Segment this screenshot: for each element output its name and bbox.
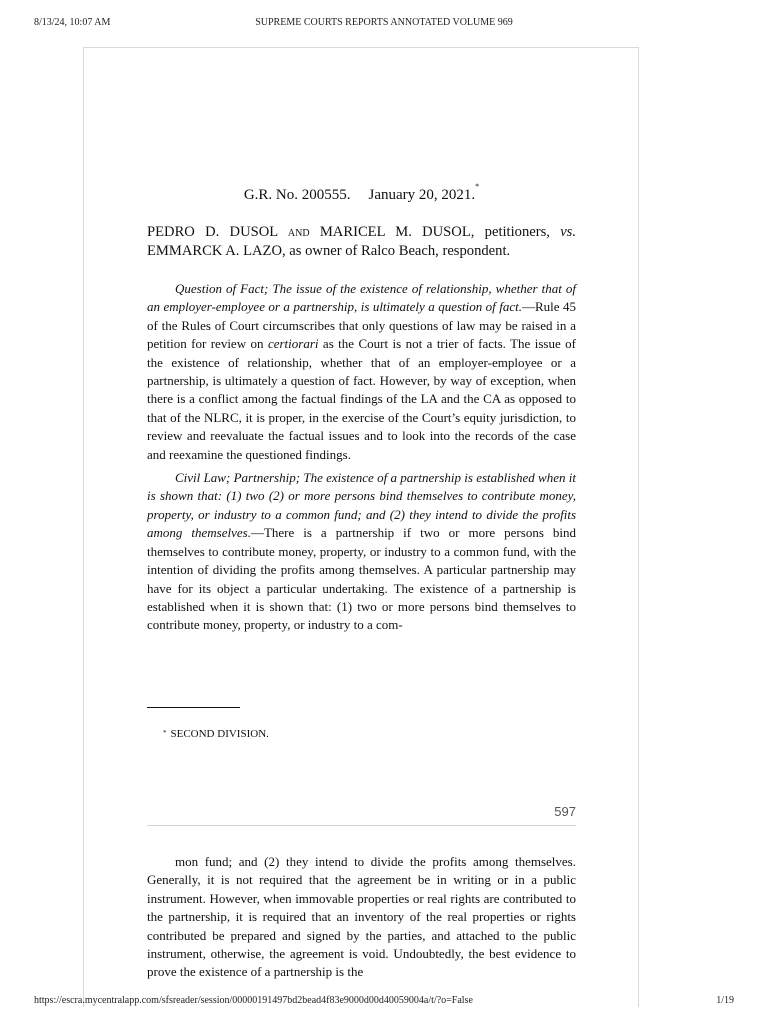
syllabus-heading-1: Question of Fact; The issue of the existence of relationship, whether that of an employer-employee or a partnership, is ultimately a question of fact. <box>147 281 576 315</box>
footnote <box>163 728 269 740</box>
italic-term: certiorari <box>267 336 319 352</box>
footnote-divider <box>147 707 240 708</box>
syllabus-heading-2: Civil Law; Partnership; The existence of a partnership is established when it is shown that: (1) two (2) or more persons bind themselves to contribute money, property, or industry to a common fund; and (2) they intend to divide the profits among themselves. <box>147 470 576 541</box>
continuation-paragraph: mon fund; and (2) they intend to divide the profits among themselves. Generally, it is not required that the agreement be in writing or in a public instrument. However, when immovable properties or real rights are contributed to the partnership, it is required that an inventory of the real properties or rights contributed be prepared and signed by the parties, and attached to the public instrument, otherwise, the agreement is void. Undoubtedly, the best evidence to prove the existence of a partnership is the <box>147 854 576 980</box>
petitioners-names: PEDRO D. DUSOL and MARICEL M. DUSOL <box>147 224 471 240</box>
case-date: January 20, 2021. <box>368 187 476 203</box>
syllabus-paragraph-2: Civil Law; Partnership; The existence of a partnership is established when it is shown that: (1) two (2) or more persons bind themselves to contribute money, property, or industry to a common fund; and (2) they intend to divide the profits among themselves.—There is a partnership if two or more persons bind themselves to contribute money, property, or industry to a common fund, with the intention of dividing the profits among themselves. A particular partnership may have for its object a particular undertaking. The existence of a partnership is established when it is shown that: (1) two or more persons bind themselves to contribute money, property, or industry to a com- <box>147 470 576 633</box>
case-footnote-mark: * <box>475 182 480 191</box>
print-datetime: 8/13/24, 10:07 AM <box>34 17 111 28</box>
case-number-line <box>147 182 576 204</box>
syllabus-paragraph-1: Question of Fact; The issue of the existence of relationship, whether that of an employer-employee or a partnership, is ultimately a question of fact.—Rule 45 of the Rules of Court circumscribes that only questions of law may be raised in a petition for review on certiorari as the Court is not a trier of facts. The issue of the existence of relationship, whether that of an employer-employee or a partnership, is ultimately a question of fact. However, by way of exception, when there is a conflict among the factual findings of the LA and the CA as opposed to that of the NLRC, it is proper, in the exercise of the Court’s equity jurisdiction, to review and reevaluate the factual issues and to look into the records of the case and reexamine the questioned findings. <box>147 281 577 462</box>
page-separator <box>147 825 576 826</box>
syllabus <box>147 280 576 635</box>
print-title: SUPREME COURTS REPORTS ANNOTATED VOLUME 969 <box>255 17 513 28</box>
footnote-mark: * <box>163 729 167 737</box>
print-url: https://escra.mycentralapp.com/sfsreader/session/00000191497bd2bead4f83e9000d00d40059004a/t/?o=False <box>34 995 473 1006</box>
footnote-text: SECOND DIVISION. <box>170 728 269 740</box>
versus: vs. <box>560 224 576 240</box>
petitioners-role: , petitioners, <box>470 224 561 240</box>
respondent-name: EMMARCK A. LAZO <box>147 243 282 259</box>
case-parties <box>147 223 576 261</box>
respondent-role: , as owner of Ralco Beach, respondent. <box>282 243 511 259</box>
case-number: G.R. No. 200555. <box>243 187 351 203</box>
page-number: 597 <box>554 804 576 819</box>
print-page-count: 1/19 <box>716 995 734 1006</box>
continuation-text <box>147 853 576 982</box>
